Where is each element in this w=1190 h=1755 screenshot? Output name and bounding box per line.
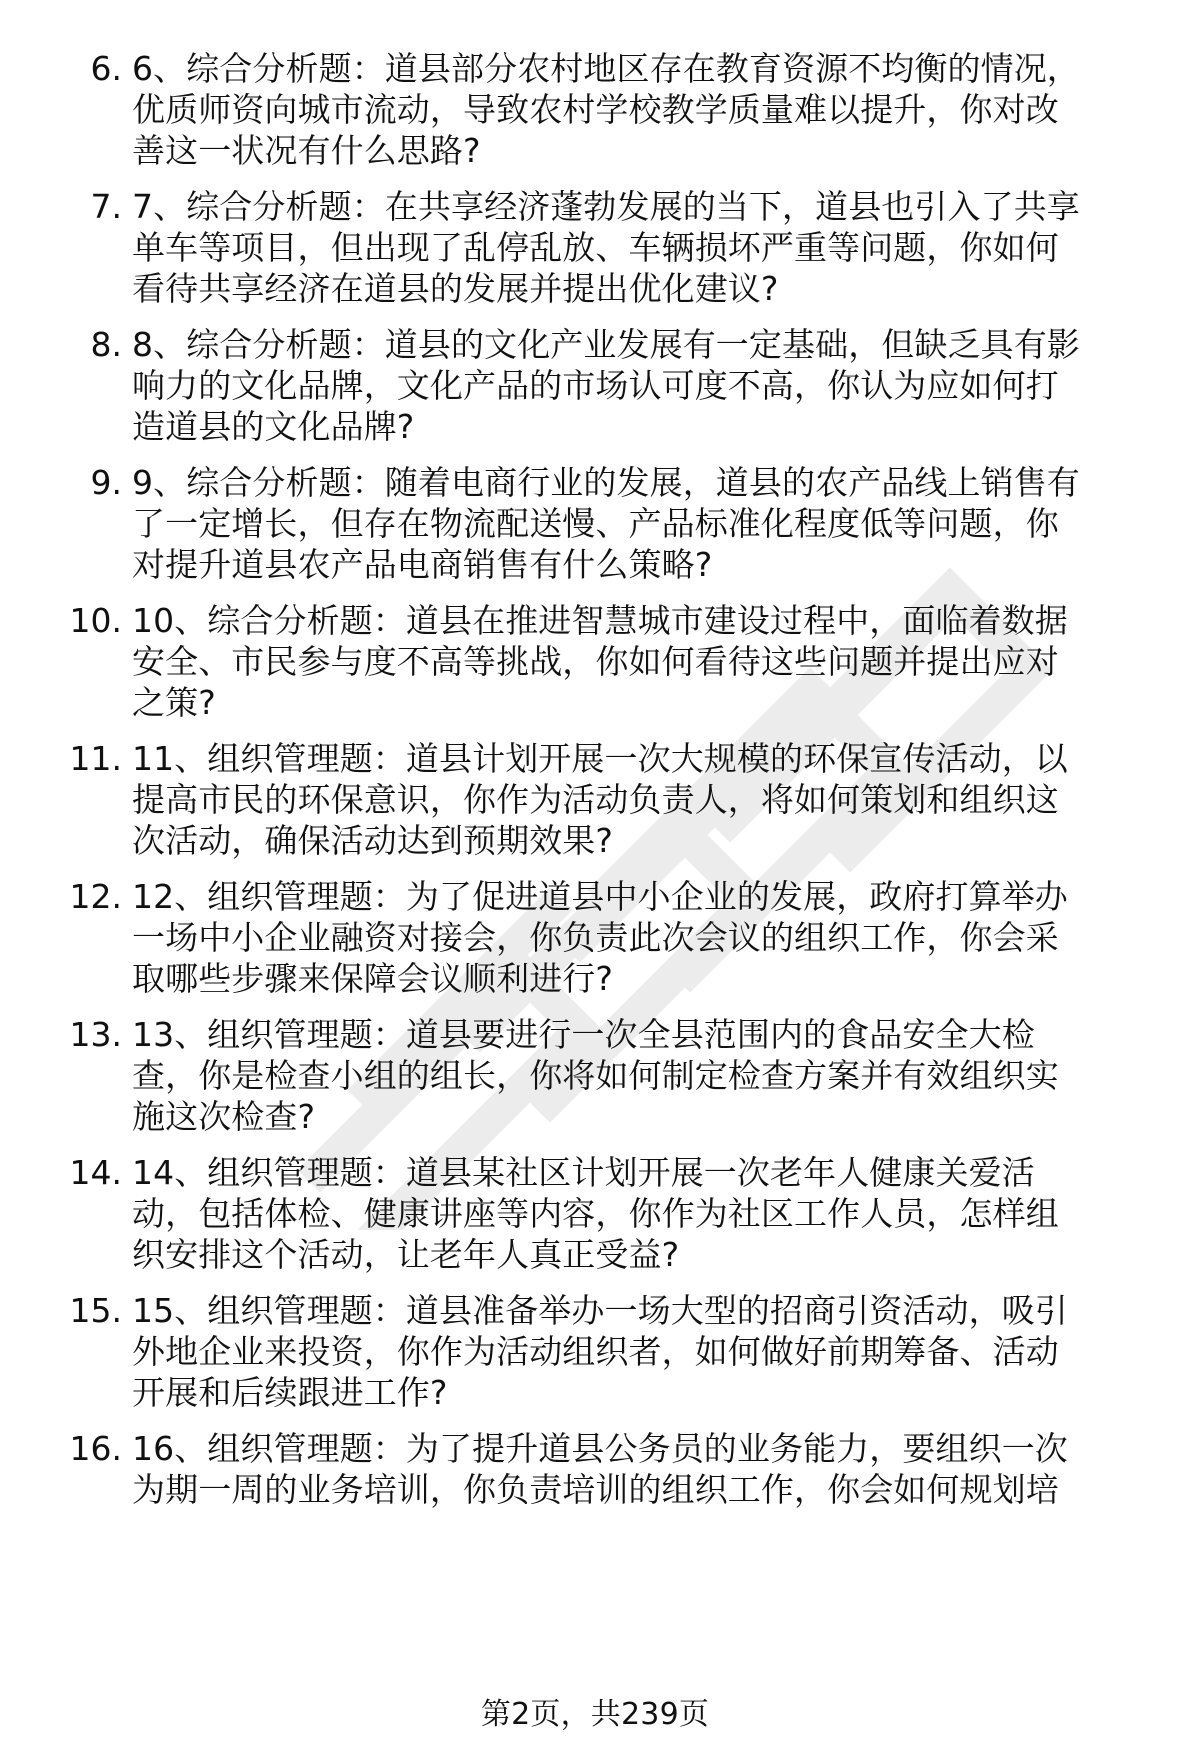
question-item-9 — [0, 462, 1190, 585]
question-number: 15. — [69, 1291, 122, 1330]
question-number: 13. — [69, 1015, 122, 1054]
question-number: 16. — [69, 1429, 122, 1468]
question-text: 8、综合分析题：道县的文化产业发展有一定基础，但缺乏具有影 响力的文化品牌，文化产品的市场认可度不高，你认为应如何打 造道县的文化品牌? — [132, 325, 1080, 446]
question-text: 10、综合分析题：道县在推进智慧城市建设过程中，面临着数据 安全、市民参与度不高等挑战，你如何看待这些问题并提出应对 之策? — [132, 601, 1068, 722]
question-text: 9、综合分析题：随着电商行业的发展，道县的农产品线上销售有 了一定增长，但存在物流配送慢、产品标准化程度低等问题，你 对提升道县农产品电商销售有什么策略? — [132, 463, 1080, 584]
question-text: 6、综合分析题：道县部分农村地区存在教育资源不均衡的情况， 优质师资向城市流动，导致农村学校教学质量难以提升，你对改 善这一状况有什么思路? — [132, 49, 1080, 170]
question-item-6 — [0, 48, 1190, 171]
question-text: 7、综合分析题：在共享经济蓬勃发展的当下，道县也引入了共享 单车等项目，但出现了乱停乱放、车辆损坏严重等问题，你如何 看待共享经济在道县的发展并提出优化建议? — [132, 187, 1080, 308]
question-number: 11. — [69, 739, 122, 778]
question-number: 9. — [90, 463, 122, 502]
question-number: 6. — [90, 49, 122, 88]
question-text: 16、组织管理题：为了提升道县公务员的业务能力，要组织一次 为期一周的业务培训，你负责培训的组织工作，你会如何规划培 — [132, 1429, 1068, 1509]
question-number: 8. — [90, 325, 122, 364]
question-number: 10. — [69, 601, 122, 640]
question-number: 14. — [69, 1153, 122, 1192]
question-item-12 — [0, 876, 1190, 999]
question-item-11 — [0, 738, 1190, 861]
question-text: 11、组织管理题：道县计划开展一次大规模的环保宣传活动，以 提高市民的环保意识，你作为活动负责人，将如何策划和组织这 次活动，确保活动达到预期效果? — [132, 739, 1068, 860]
question-item-16 — [0, 1428, 1190, 1528]
question-text: 13、组织管理题：道县要进行一次全县范围内的食品安全大检 查，你是检查小组的组长，你将如何制定检查方案并有效组织实 施这次检查? — [132, 1015, 1059, 1136]
question-item-14 — [0, 1152, 1190, 1275]
question-text: 12、组织管理题：为了促进道县中小企业的发展，政府打算举办 一场中小企业融资对接会，你负责此次会议的组织工作，你会采 取哪些步骤来保障会议顺利进行? — [132, 877, 1068, 998]
question-text: 14、组织管理题：道县某社区计划开展一次老年人健康关爱活 动，包括体检、健康讲座等内容，你作为社区工作人员，怎样组 织安排这个活动，让老年人真正受益? — [132, 1153, 1059, 1274]
question-item-13 — [0, 1014, 1190, 1137]
question-number: 7. — [90, 187, 122, 226]
question-item-7 — [0, 186, 1190, 309]
page-footer: 第2页，共239页 — [480, 1697, 710, 1732]
question-item-8 — [0, 324, 1190, 447]
question-number: 12. — [69, 877, 122, 916]
question-item-15 — [0, 1290, 1190, 1413]
question-list — [0, 48, 1190, 1543]
question-item-10 — [0, 600, 1190, 723]
question-text: 15、组织管理题：道县准备举办一场大型的招商引资活动，吸引 外地企业来投资，你作为活动组织者，如何做好前期筹备、活动 开展和后续跟进工作? — [132, 1291, 1068, 1412]
